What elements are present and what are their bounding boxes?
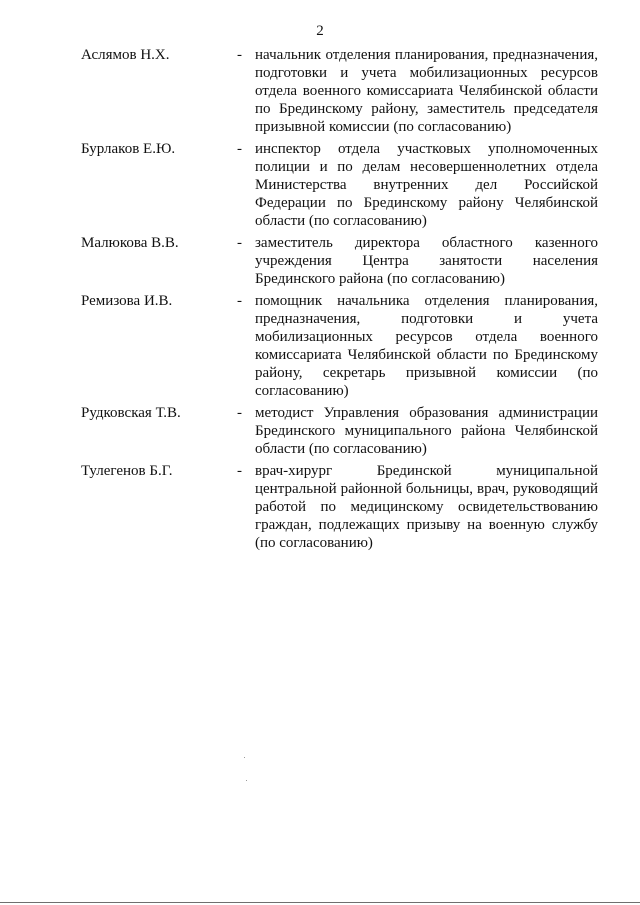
member-dash: -: [237, 141, 242, 157]
member-name: Аслямов Н.Х.: [81, 47, 170, 63]
member-dash: -: [237, 463, 242, 479]
member-name: Ремизова И.В.: [81, 293, 173, 309]
member-role: помощник начальника отделения планирования, предназначения, подготовки и учета мобилизационных ресурсов отдела военного комиссариата Челябинской области по Брединскому району, секретарь призывной комиссии (по согласованию): [255, 293, 598, 399]
member-role: врач-хирург Брединской муниципальной центральной районной больницы, врач, руководящий работой по медицинскому освидетельствованию граждан, подлежащих призыву на военную службу (по согласованию): [255, 463, 598, 551]
member-role: начальник отделения планирования, предназначения, подготовки и учета мобилизационных ресурсов отдела военного комиссариата Челябинской области по Брединскому району, заместитель председателя призывной комиссии (по согласованию): [255, 47, 598, 135]
member-role: методист Управления образования администрации Брединского муниципального района Челябинской области (по согласованию): [255, 405, 598, 457]
page-edge-line: [0, 902, 640, 903]
member-dash: -: [237, 235, 242, 251]
member-row: [0, 234, 640, 288]
member-row: [0, 46, 640, 136]
member-name: Малюкова В.В.: [81, 235, 179, 251]
member-dash: -: [237, 405, 242, 421]
member-row: [0, 462, 640, 552]
member-role: заместитель директора областного казенного учреждения Центра занятости населения Брединского района (по согласованию): [255, 235, 598, 287]
commission-members-list: [0, 46, 640, 556]
member-name: Тулегенов Б.Г.: [81, 463, 173, 479]
scan-speck: [246, 780, 247, 781]
member-row: [0, 292, 640, 400]
page-number: 2: [316, 23, 324, 39]
scan-speck: [244, 757, 245, 758]
member-role: инспектор отдела участковых уполномоченных полиции и по делам несовершеннолетних отдела Министерства внутренних дел Российской Федерации по Брединскому району Челябинской области (по согласованию): [255, 141, 598, 229]
member-dash: -: [237, 293, 242, 309]
member-dash: -: [237, 47, 242, 63]
member-name: Бурлаков Е.Ю.: [81, 141, 176, 157]
member-row: [0, 140, 640, 230]
member-row: [0, 404, 640, 458]
member-name: Рудковская Т.В.: [81, 405, 181, 421]
